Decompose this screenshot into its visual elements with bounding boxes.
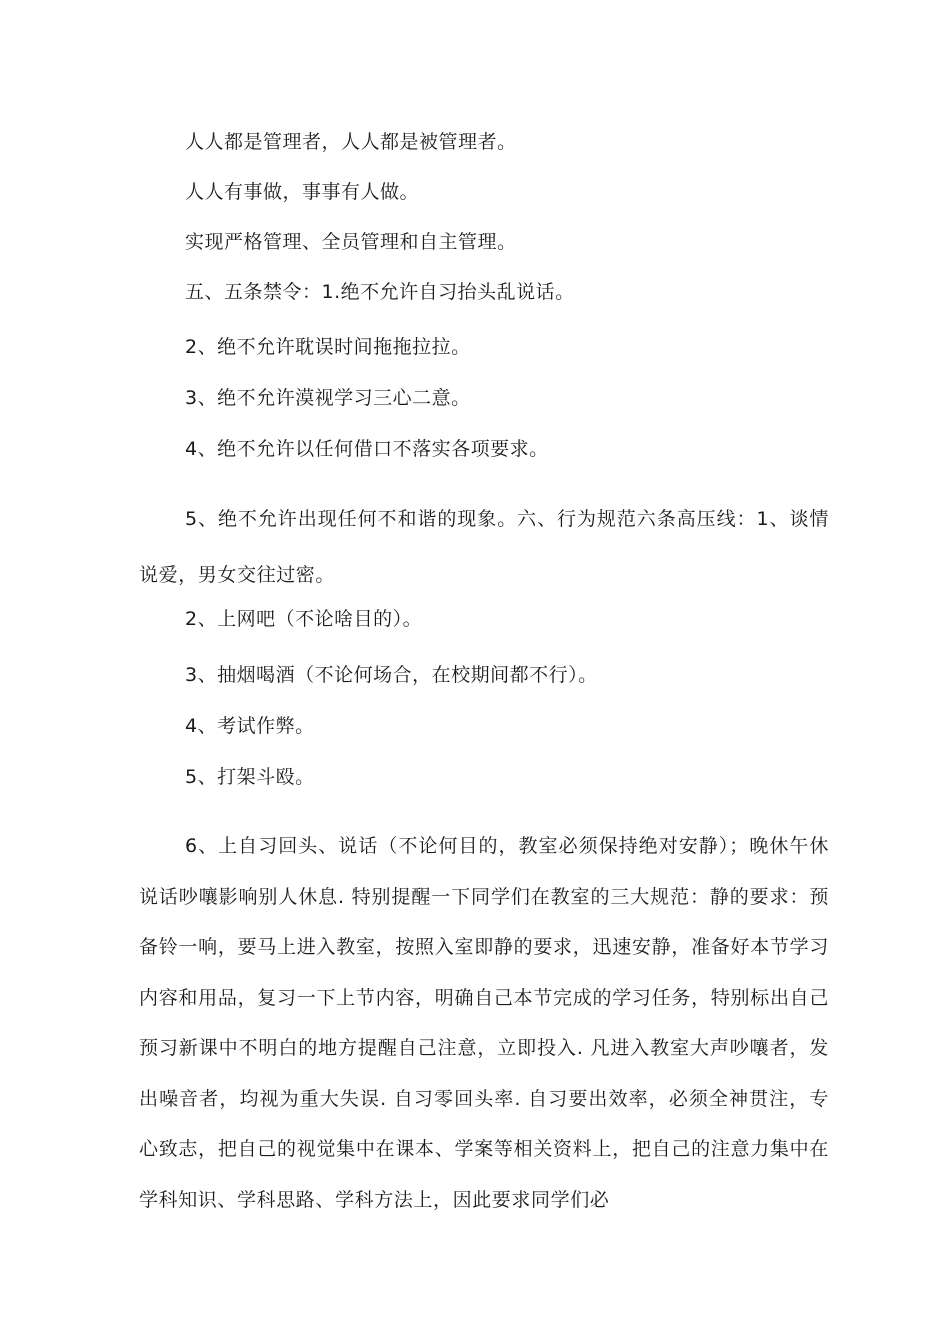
- text-line: 3、抽烟喝酒（不论何场合，在校期间都不行）。: [185, 664, 598, 686]
- text-line: 五、五条禁令：1.绝不允许自习抬头乱说话。: [185, 281, 575, 303]
- text-line: 实现严格管理、全员管理和自主管理。: [185, 231, 517, 253]
- text-line: 3、绝不允许漠视学习三心二意。: [185, 387, 471, 409]
- text-line: 4、考试作弊。: [185, 715, 315, 737]
- paragraph-prohibition-5: 5、绝不允许出现任何不和谐的现象。六、行为规范六条高压线：1、谈情说爱，男女交往过密。: [139, 508, 829, 586]
- text-line: 4、绝不允许以任何借口不落实各项要求。: [185, 438, 549, 460]
- paragraph-rule-6: 6、上自习回头、说话（不论何目的，教室必须保持绝对安静）；晚休午休说话吵嚷影响别人休息. 特别提醒一下同学们在教室的三大规范：静的要求：预备铃一响，要马上进入教室，按照入室即静的要求，迅速安静，准备好本节学习内容和用品，复习一下上节内容，明确自己本节完成的学习任务，特别标出自己预习新课中不明白的地方提醒自己注意，立即投入. 凡进入教室大声吵嚷者，发出噪音者，均视为重大失误. 自习零回头率. 自习要出效率，必须全神贯注，专心致志，把自己的视觉集中在课本、学案等相关资料上，把自己的注意力集中在学科知识、学科思路、学科方法上，因此要求同学们必: [139, 835, 829, 1211]
- text-line: 人人有事做，事事有人做。: [185, 181, 420, 203]
- text-line: 人人都是管理者，人人都是被管理者。: [185, 131, 517, 153]
- text-line: 2、上网吧（不论啥目的）。: [185, 608, 423, 630]
- text-line: 2、绝不允许耽误时间拖拖拉拉。: [185, 336, 471, 358]
- text-line: 5、打架斗殴。: [185, 766, 315, 788]
